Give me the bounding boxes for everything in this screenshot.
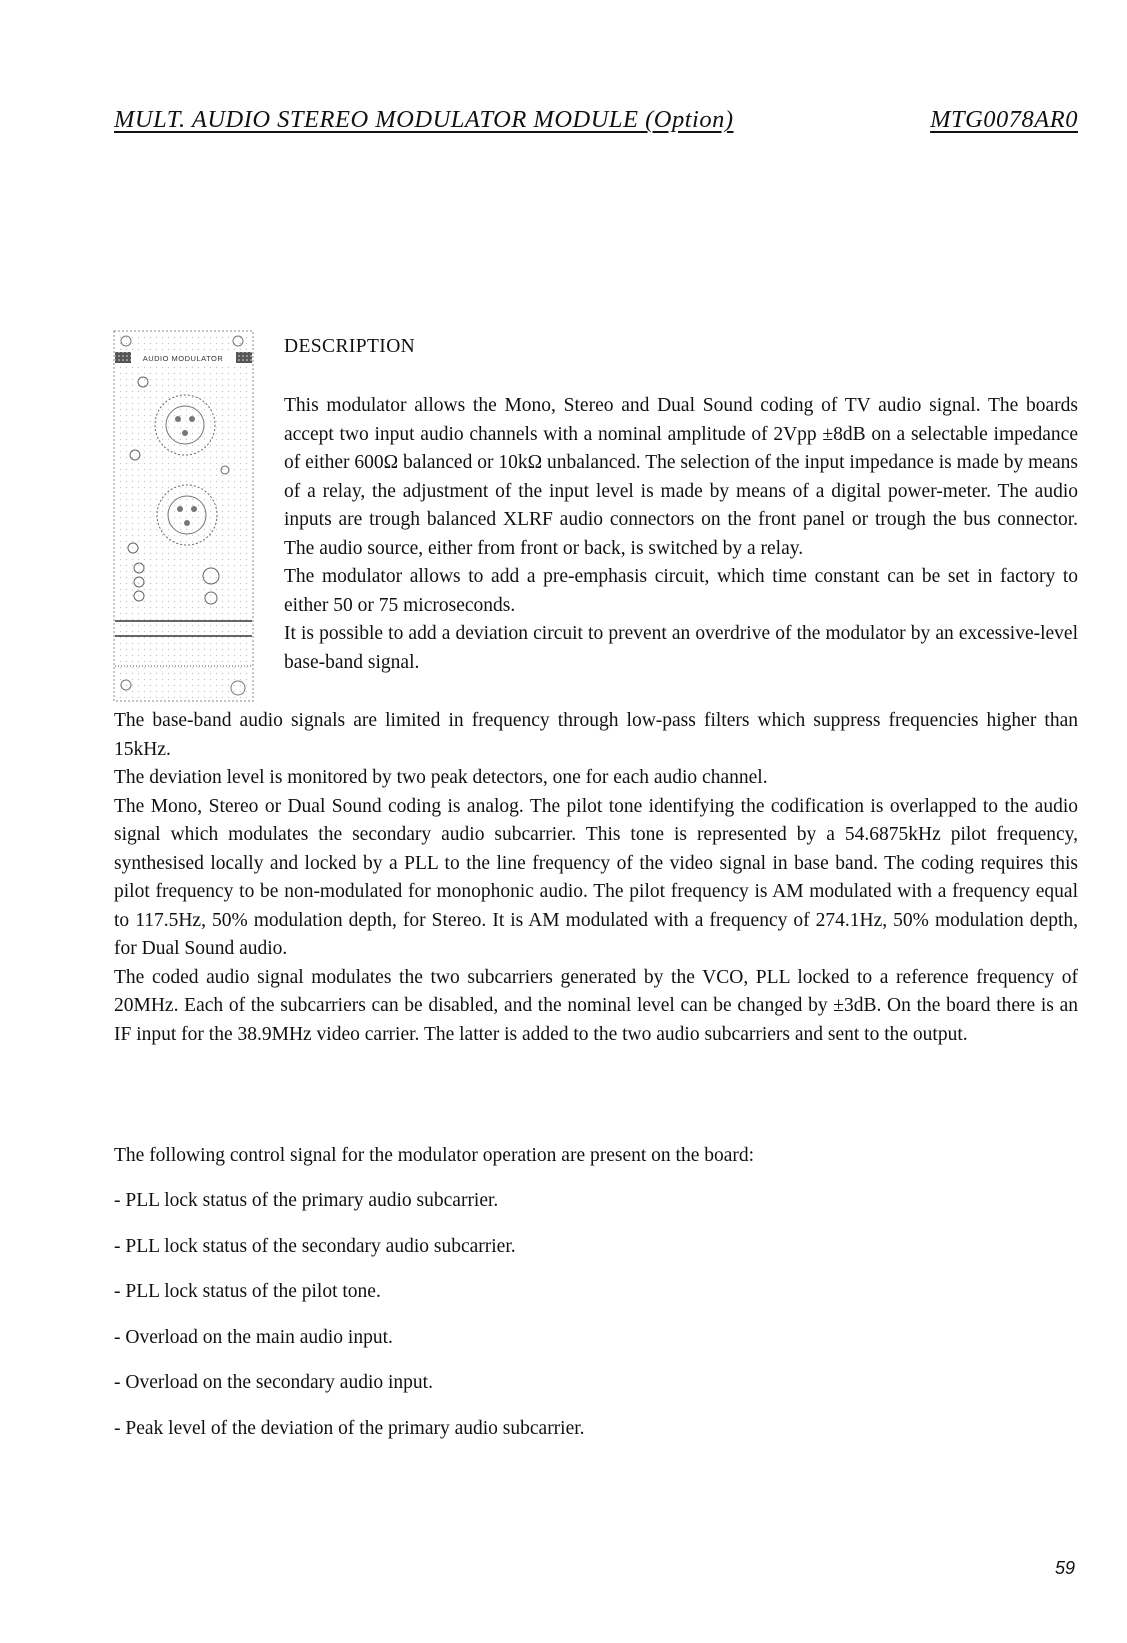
paragraph: It is possible to add a deviation circuit to prevent an overdrive of the modulator by an excessive-level base-band signal. — [284, 623, 1078, 673]
paragraph: The Mono, Stereo or Dual Sound coding is analog. The pilot tone identifying the codification is overlapped to the audio signal which modulates the secondary audio subcarrier. This tone is represented by a 54.6875kHz pilot frequency, synthesised locally and locked by a PLL to the line frequency of the video signal in base band. The coding requires this pilot frequency to be non-modulated for monophonic audio. The pilot frequency is AM modulated with a frequency equal to 117.5Hz, 50% modulation depth, for Stereo. It is AM modulated with a frequency of 274.1Hz, 50% modulation depth, for Dual Sound audio. — [114, 795, 1078, 959]
page-header — [114, 106, 1078, 134]
description-intro — [284, 392, 1078, 677]
control-signals-intro: The following control signal for the modulator operation are present on the board: — [114, 1145, 755, 1166]
control-signals-list — [114, 1190, 585, 1463]
section-heading-description: DESCRIPTION — [284, 336, 416, 357]
module-front-panel-illustration — [113, 330, 254, 702]
page-number: 59 — [1054, 1558, 1075, 1578]
list-item: - Overload on the secondary audio input. — [114, 1372, 433, 1393]
paragraph: This modulator allows the Mono, Stereo and Dual Sound coding of TV audio signal. The boards accept two input audio channels with a nominal amplitude of 2Vpp ±8dB on a selectable impedance of either 600Ω balanced or 10kΩ unbalanced. The selection of the input impedance is made by means of a relay, the adjustment of the input level is made by means of a digital power-meter. The audio inputs are trough balanced XLRF audio connectors on the front panel or trough the bus connector. The audio source, either from front or back, is switched by a relay. — [284, 395, 1078, 559]
list-item: - PLL lock status of the pilot tone. — [114, 1281, 381, 1302]
header-title: MULT. AUDIO STEREO MODULATOR MODULE (Option) — [114, 106, 734, 133]
list-item: - Overload on the main audio input. — [114, 1326, 393, 1348]
description-body — [114, 707, 1078, 1049]
paragraph: The modulator allows to add a pre-emphasis circuit, which time constant can be set in factory to either 50 or 75 microseconds. — [284, 566, 1078, 616]
paragraph: The base-band audio signals are limited in frequency through low-pass filters which suppress frequencies higher than 15kHz. — [114, 710, 1078, 760]
header-code: MTG0078AR0 — [930, 106, 1078, 133]
paragraph: The deviation level is monitored by two peak detectors, one for each audio channel. — [114, 767, 768, 788]
paragraph: The coded audio signal modulates the two subcarriers generated by the VCO, PLL locked to a reference frequency of 20MHz. Each of the subcarriers can be disabled, and the nominal level can be changed by ±3dB. On the board there is an IF input for the 38.9MHz video carrier. The latter is added to the two audio subcarriers and sent to the output. — [114, 966, 1078, 1045]
list-item: - PLL lock status of the primary audio subcarrier. — [114, 1190, 499, 1211]
list-item: - PLL lock status of the secondary audio subcarrier. — [114, 1235, 516, 1257]
list-item: - Peak level of the deviation of the primary audio subcarrier. — [114, 1417, 585, 1439]
panel-name-plate: AUDIO MODULATOR — [142, 354, 224, 363]
